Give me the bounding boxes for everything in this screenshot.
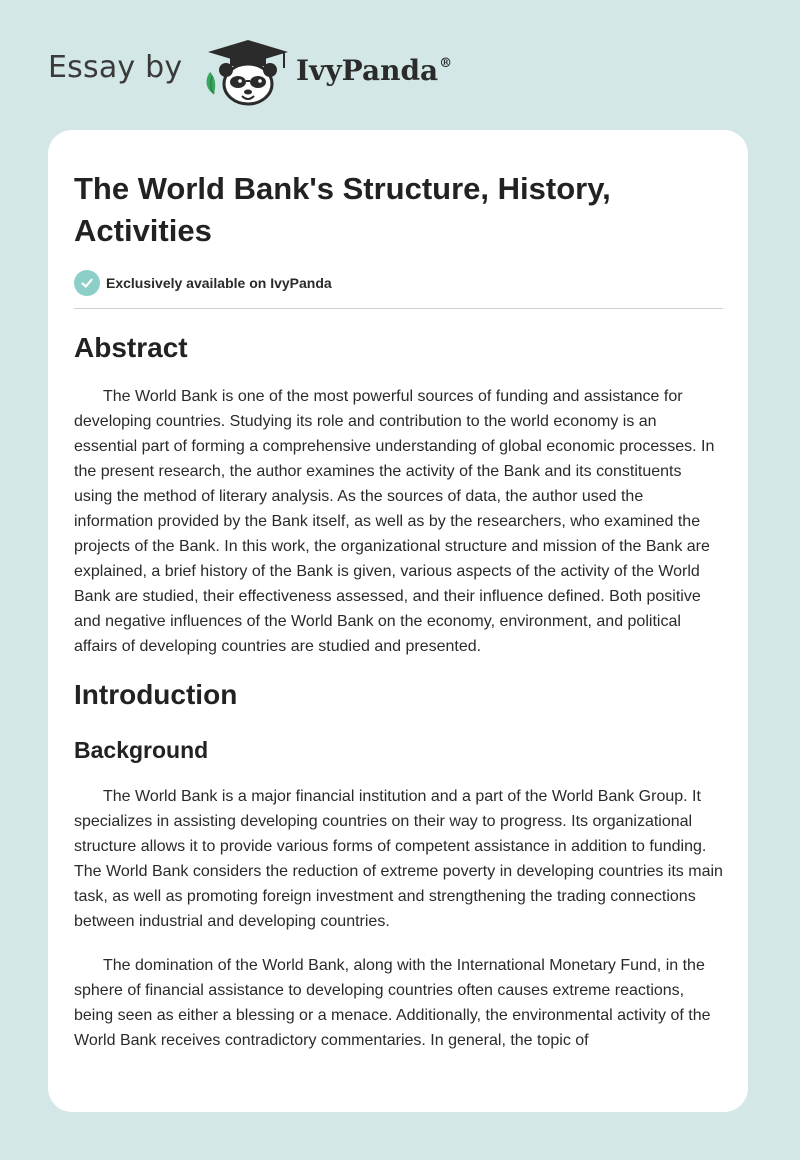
divider bbox=[74, 308, 723, 309]
panda-graduate-icon[interactable] bbox=[202, 34, 294, 108]
brand-name: IvyPanda bbox=[296, 54, 439, 87]
exclusive-label: Exclusively available on IvyPanda bbox=[106, 275, 332, 291]
registered-mark: ® bbox=[439, 56, 453, 71]
check-icon bbox=[74, 270, 100, 296]
abstract-heading: Abstract bbox=[74, 332, 188, 363]
essay-content bbox=[74, 168, 723, 1053]
essay-card bbox=[48, 130, 748, 1112]
page-title: The World Bank's Structure, History, Activities bbox=[74, 171, 611, 248]
background-paragraph-2: The domination of the World Bank, along with the International Monetary Fund, in the sphere of financial assistance to developing countries often causes extreme reactions, being seen as either a blessing or a menace. Additionally, the environmental activity of the World Bank receives contradictory commentaries. In general, the topic of bbox=[74, 957, 711, 1049]
exclusive-badge bbox=[74, 270, 723, 296]
abstract-paragraph: The World Bank is one of the most powerful sources of funding and assistance for developing countries. Studying its role and contribution to the world economy is an essential part of forming a comprehensive understanding of global economic processes. In the present research, the author examines the activity of the Bank and its constituents using the method of literary analysis. As the sources of data, the author used the information provided by the Bank itself, as well as by the researchers, who examined the projects of the Bank. In this work, the organizational structure and mission of the Bank are explained, a brief history of the Bank is given, various aspects of the activity of the World Bank are studied, their effectiveness assessed, and their influence defined. Both positive and negative influences of the World Bank on the economy, environment, and political affairs of developing countries are studied and presented. bbox=[74, 388, 715, 655]
site-header bbox=[0, 0, 800, 120]
background-heading: Background bbox=[74, 737, 209, 763]
brand-logo-text[interactable] bbox=[296, 54, 452, 87]
essay-by-label: Essay by bbox=[48, 50, 183, 85]
introduction-heading: Introduction bbox=[74, 679, 238, 710]
background-paragraph-1: The World Bank is a major financial institution and a part of the World Bank Group. It specializes in assisting developing countries on their way to progress. Its organizational structure allows it to provide various forms of competent assistance in addition to funding. The World Bank considers the reduction of extreme poverty in developing countries its main task, as well as promoting foreign investment and strengthening the trading connections between industrial and developing countries. bbox=[74, 788, 723, 930]
